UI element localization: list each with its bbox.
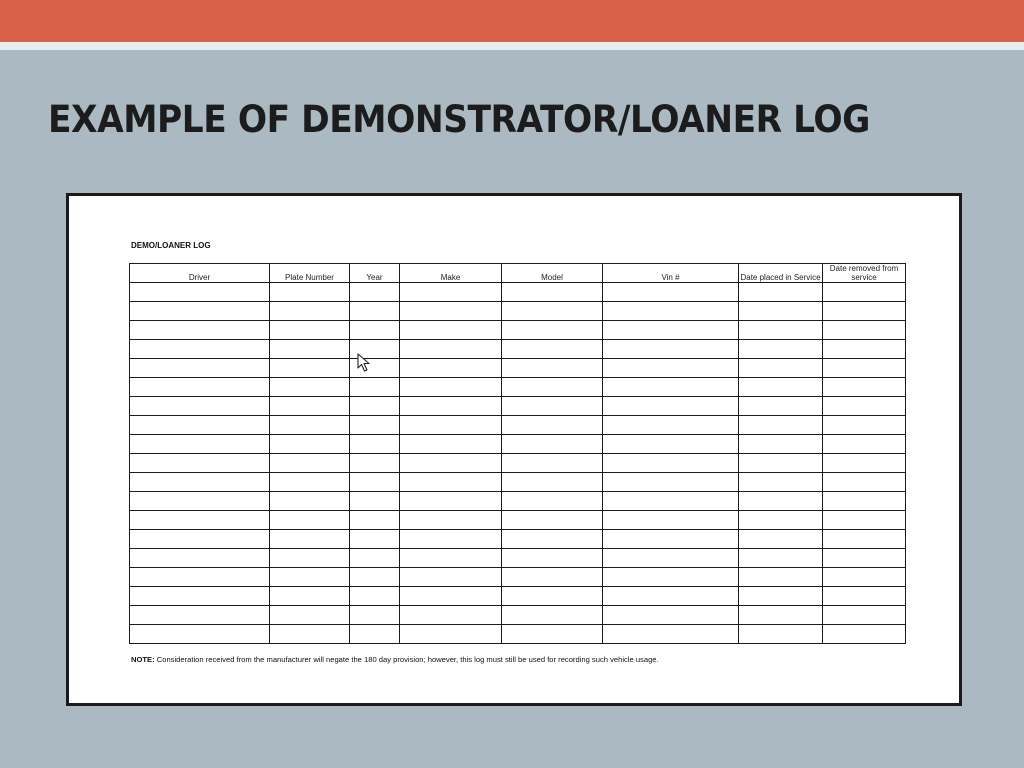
table-cell <box>270 454 350 473</box>
table-cell <box>603 492 739 511</box>
table-cell <box>603 568 739 587</box>
note-text: Consideration received from the manufacturer will negate the 180 day provision; however, this log must still be used for recording such vehicle usage. <box>156 655 659 664</box>
column-header-make: Make <box>400 264 502 283</box>
table-cell <box>823 454 906 473</box>
table-cell <box>739 568 823 587</box>
table-cell <box>603 435 739 454</box>
table-cell <box>350 530 400 549</box>
table-header-row <box>130 264 906 283</box>
table-cell <box>603 340 739 359</box>
table-cell <box>350 378 400 397</box>
table-cell <box>130 416 270 435</box>
table-cell <box>130 568 270 587</box>
table-cell <box>823 416 906 435</box>
table-row <box>130 511 906 530</box>
table-cell <box>270 340 350 359</box>
table-cell <box>350 549 400 568</box>
table-cell <box>270 530 350 549</box>
table-cell <box>823 435 906 454</box>
table-cell <box>400 511 502 530</box>
table-cell <box>823 606 906 625</box>
table-cell <box>130 587 270 606</box>
table-cell <box>823 321 906 340</box>
table-cell <box>130 606 270 625</box>
table-cell <box>502 511 603 530</box>
column-header-driver: Driver <box>130 264 270 283</box>
table-cell <box>739 473 823 492</box>
table-cell <box>823 359 906 378</box>
table-cell <box>739 378 823 397</box>
table-cell <box>502 283 603 302</box>
table-cell <box>400 587 502 606</box>
table-cell <box>502 492 603 511</box>
table-cell <box>270 511 350 530</box>
table-cell <box>603 359 739 378</box>
table-cell <box>739 283 823 302</box>
table-cell <box>739 530 823 549</box>
table-body <box>130 283 906 644</box>
table-cell <box>739 587 823 606</box>
table-row <box>130 302 906 321</box>
table-cell <box>270 359 350 378</box>
table-cell <box>270 549 350 568</box>
table-cell <box>400 340 502 359</box>
table-cell <box>400 302 502 321</box>
table-cell <box>739 340 823 359</box>
table-cell <box>130 454 270 473</box>
table-cell <box>270 321 350 340</box>
table-cell <box>823 378 906 397</box>
table-cell <box>502 302 603 321</box>
table-row <box>130 378 906 397</box>
loaner-log-table <box>129 263 906 644</box>
mouse-pointer-icon <box>357 353 373 373</box>
table-cell <box>270 378 350 397</box>
table-row <box>130 359 906 378</box>
table-cell <box>502 530 603 549</box>
table-cell <box>603 549 739 568</box>
table-cell <box>739 321 823 340</box>
table-cell <box>400 530 502 549</box>
table-cell <box>603 473 739 492</box>
table-cell <box>400 568 502 587</box>
log-document <box>66 193 962 706</box>
table-cell <box>130 435 270 454</box>
table-cell <box>823 397 906 416</box>
table-row <box>130 321 906 340</box>
table-cell <box>400 378 502 397</box>
table-cell <box>130 397 270 416</box>
table-cell <box>502 359 603 378</box>
table-cell <box>400 473 502 492</box>
table-cell <box>130 530 270 549</box>
table-cell <box>739 435 823 454</box>
table-cell <box>502 435 603 454</box>
table-cell <box>739 492 823 511</box>
table-cell <box>603 511 739 530</box>
table-row <box>130 568 906 587</box>
table-cell <box>739 454 823 473</box>
table-cell <box>130 625 270 644</box>
table-cell <box>270 416 350 435</box>
table-cell <box>823 302 906 321</box>
table-row <box>130 587 906 606</box>
table-cell <box>270 473 350 492</box>
table-cell <box>603 283 739 302</box>
table-cell <box>823 568 906 587</box>
table-cell <box>823 625 906 644</box>
table-cell <box>603 397 739 416</box>
column-header-plate-number: Plate Number <box>270 264 350 283</box>
table-cell <box>130 549 270 568</box>
column-header-date-placed: Date placed in Service <box>739 264 823 283</box>
table-cell <box>400 359 502 378</box>
table-cell <box>270 492 350 511</box>
table-cell <box>739 416 823 435</box>
table-cell <box>739 625 823 644</box>
table-cell <box>739 397 823 416</box>
table-cell <box>502 416 603 435</box>
table-cell <box>350 606 400 625</box>
table-cell <box>130 321 270 340</box>
table-cell <box>739 549 823 568</box>
table-cell <box>130 492 270 511</box>
table-cell <box>270 302 350 321</box>
column-header-model: Model <box>502 264 603 283</box>
table-cell <box>502 397 603 416</box>
table-cell <box>502 340 603 359</box>
table-cell <box>270 397 350 416</box>
table-cell <box>350 283 400 302</box>
table-row <box>130 416 906 435</box>
table-cell <box>502 549 603 568</box>
note-label: NOTE: <box>131 655 155 664</box>
table-cell <box>739 359 823 378</box>
table-cell <box>823 492 906 511</box>
table-cell <box>400 321 502 340</box>
table-cell <box>739 511 823 530</box>
table-cell <box>603 416 739 435</box>
table-cell <box>502 473 603 492</box>
table-cell <box>270 606 350 625</box>
table-row <box>130 492 906 511</box>
table-cell <box>603 454 739 473</box>
table-cell <box>502 568 603 587</box>
table-cell <box>350 454 400 473</box>
table-cell <box>823 549 906 568</box>
top-accent-bar <box>0 0 1024 42</box>
table-cell <box>130 302 270 321</box>
table-cell <box>603 625 739 644</box>
table-row <box>130 625 906 644</box>
table-cell <box>823 283 906 302</box>
table-cell <box>502 454 603 473</box>
table-cell <box>270 568 350 587</box>
table-cell <box>350 492 400 511</box>
table-row <box>130 473 906 492</box>
table-row <box>130 397 906 416</box>
table-cell <box>502 625 603 644</box>
table-cell <box>270 435 350 454</box>
column-header-date-removed: Date removed from service <box>823 264 906 283</box>
table-row <box>130 549 906 568</box>
table-cell <box>400 492 502 511</box>
column-header-year: Year <box>350 264 400 283</box>
table-cell <box>350 397 400 416</box>
table-cell <box>350 473 400 492</box>
table-cell <box>739 606 823 625</box>
footer-note <box>131 655 659 664</box>
table-cell <box>823 473 906 492</box>
table-cell <box>400 435 502 454</box>
table-cell <box>400 416 502 435</box>
table-cell <box>400 397 502 416</box>
table-cell <box>130 473 270 492</box>
table-cell <box>823 340 906 359</box>
log-heading: DEMO/LOANER LOG <box>131 241 211 250</box>
table-row <box>130 435 906 454</box>
table-cell <box>130 359 270 378</box>
table-cell <box>400 454 502 473</box>
table-cell <box>270 625 350 644</box>
table-cell <box>350 568 400 587</box>
table-cell <box>502 378 603 397</box>
table-cell <box>350 587 400 606</box>
table-cell <box>739 302 823 321</box>
table-cell <box>400 625 502 644</box>
table-cell <box>603 606 739 625</box>
table-cell <box>603 530 739 549</box>
table-cell <box>502 587 603 606</box>
table-cell <box>603 302 739 321</box>
table-cell <box>603 321 739 340</box>
table-cell <box>270 587 350 606</box>
table-cell <box>350 511 400 530</box>
table-cell <box>350 321 400 340</box>
table-cell <box>823 511 906 530</box>
table-cell <box>270 283 350 302</box>
table-cell <box>130 378 270 397</box>
table-cell <box>130 511 270 530</box>
table-row <box>130 606 906 625</box>
table-cell <box>603 587 739 606</box>
table-cell <box>603 378 739 397</box>
table-row <box>130 283 906 302</box>
table-cell <box>823 530 906 549</box>
table-cell <box>350 416 400 435</box>
table-cell <box>130 283 270 302</box>
table-row <box>130 454 906 473</box>
top-accent-stripe <box>0 42 1024 50</box>
table-row <box>130 340 906 359</box>
table-cell <box>350 302 400 321</box>
table-cell <box>502 321 603 340</box>
table-cell <box>502 606 603 625</box>
table-cell <box>823 587 906 606</box>
column-header-vin: Vin # <box>603 264 739 283</box>
table-cell <box>400 606 502 625</box>
table-cell <box>400 283 502 302</box>
slide-title: EXAMPLE OF DEMONSTRATOR/LOANER LOG <box>48 98 870 141</box>
table-row <box>130 530 906 549</box>
table-cell <box>130 340 270 359</box>
table-cell <box>350 625 400 644</box>
table-cell <box>400 549 502 568</box>
table-cell <box>350 435 400 454</box>
